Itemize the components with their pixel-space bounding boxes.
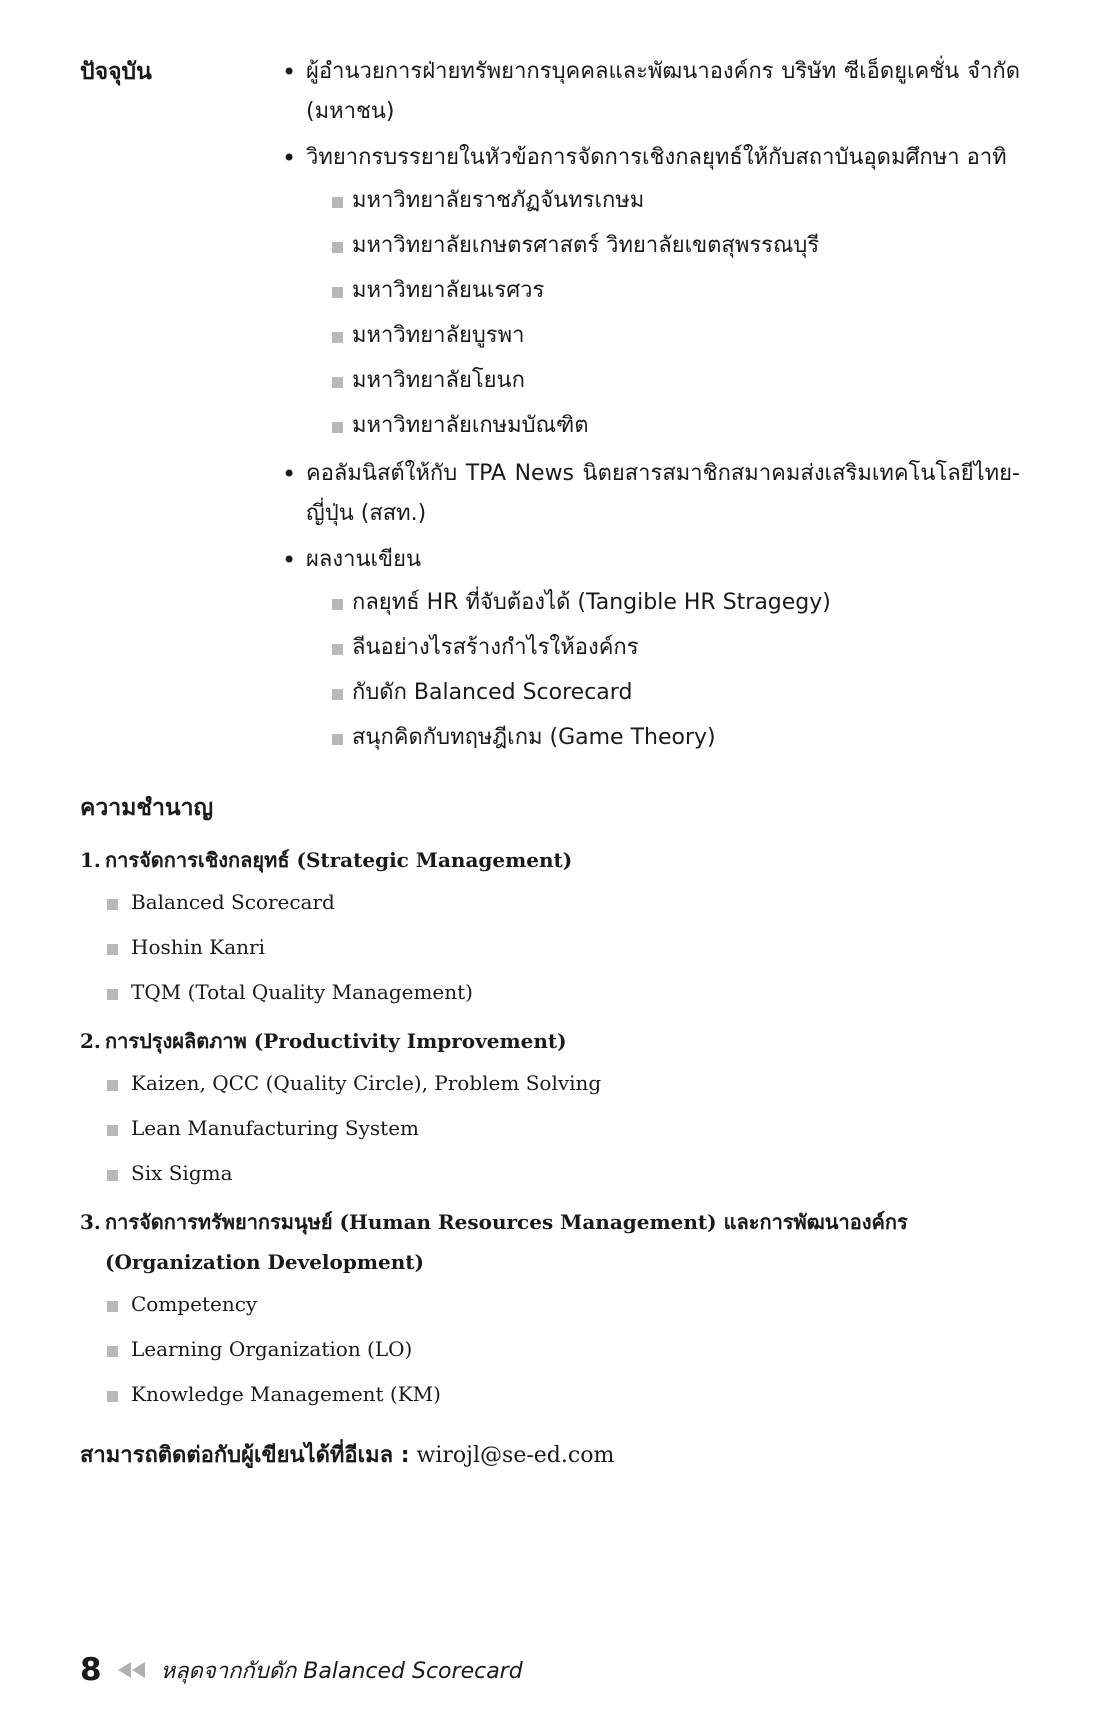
position-text: • ผู้อำนวยการฝ่ายทรัพยากรบุคคลและพัฒนาองค์กร บริษัท ซีเอ็ดยูเคชั่น จำกัด (มหาชน) bbox=[306, 59, 1020, 124]
list-item: Learning Organization (LO) bbox=[107, 1327, 1020, 1372]
list-item: Lean Manufacturing System bbox=[107, 1106, 1020, 1151]
list-item: Knowledge Management (KM) bbox=[107, 1372, 1020, 1417]
position-text: • คอลัมนิสต์ให้กับ TPA News นิตยสารสมาชิกสมาคมส่งเสริมเทคโนโลยีไทย-ญี่ปุ่น (สสท.) bbox=[306, 461, 1020, 526]
expertise-group bbox=[80, 1021, 1020, 1196]
expertise-number: 2. bbox=[80, 1029, 101, 1053]
list-item: มหาวิทยาลัยเกษมบัณฑิต bbox=[332, 403, 1020, 448]
list-item: TQM (Total Quality Management) bbox=[107, 970, 1020, 1015]
expertise-heading-text: การปรุงผลิตภาพ (Productivity Improvement) bbox=[105, 1029, 567, 1053]
expertise-title: ความชำนาญ bbox=[80, 795, 214, 821]
position-item bbox=[282, 540, 1020, 760]
expertise-heading-text: การจัดการเชิงกลยุทธ์ (Strategic Management) bbox=[105, 848, 573, 872]
expertise-heading bbox=[80, 1202, 1020, 1282]
list-item: Balanced Scorecard bbox=[107, 880, 1020, 925]
current-label: ปัจจุบัน bbox=[80, 59, 152, 85]
list-item: สนุกคิดกับทฤษฎีเกม (Game Theory) bbox=[332, 715, 1020, 760]
list-item: มหาวิทยาลัยนเรศวร bbox=[332, 268, 1020, 313]
list-item: มหาวิทยาลัยโยนก bbox=[332, 358, 1020, 403]
page-content bbox=[80, 52, 1020, 1472]
current-section bbox=[80, 52, 1020, 760]
list-item: มหาวิทยาลัยราชภัฏจันทรเกษม bbox=[332, 178, 1020, 223]
book-title: หลุดจากกับดัก Balanced Scorecard bbox=[160, 1658, 523, 1684]
list-item: Six Sigma bbox=[107, 1151, 1020, 1196]
expertise-group bbox=[80, 840, 1020, 1015]
expertise-heading bbox=[80, 840, 1020, 880]
works-list bbox=[306, 580, 1020, 760]
position-item bbox=[282, 138, 1020, 448]
current-positions bbox=[282, 52, 1020, 760]
university-list bbox=[306, 178, 1020, 448]
contact-line bbox=[80, 1437, 1020, 1472]
position-item bbox=[282, 454, 1020, 534]
contact-email: wirojl@se-ed.com bbox=[416, 1443, 615, 1468]
list-item: Hoshin Kanri bbox=[107, 925, 1020, 970]
contact-label: สามารถติดต่อกับผู้เขียนได้ที่อีเมล : bbox=[80, 1443, 410, 1468]
double-left-arrow-icon bbox=[118, 1662, 145, 1678]
expertise-heading-text: การจัดการทรัพยากรมนุษย์ (Human Resources Management) และการพัฒนาองค์กร (Organization Development) bbox=[105, 1210, 908, 1274]
position-text: • วิทยากรบรรยายในหัวข้อการจัดการเชิงกลยุทธ์ให้กับสถาบันอุดมศึกษา อาทิ bbox=[306, 145, 1007, 170]
page-number: 8 bbox=[80, 1652, 102, 1688]
expertise-number: 3. bbox=[80, 1210, 101, 1234]
list-item: Competency bbox=[107, 1282, 1020, 1327]
list-item: Kaizen, QCC (Quality Circle), Problem Solving bbox=[107, 1061, 1020, 1106]
list-item: กับดัก Balanced Scorecard bbox=[332, 670, 1020, 715]
list-item: ลีนอย่างไรสร้างกำไรให้องค์กร bbox=[332, 625, 1020, 670]
expertise-number: 1. bbox=[80, 848, 101, 872]
page-footer bbox=[80, 1652, 523, 1688]
list-item: มหาวิทยาลัยบูรพา bbox=[332, 313, 1020, 358]
position-item bbox=[282, 52, 1020, 132]
expertise-heading bbox=[80, 1021, 1020, 1061]
expertise-group bbox=[80, 1202, 1020, 1417]
list-item: กลยุทธ์ HR ที่จับต้องได้ (Tangible HR Stragegy) bbox=[332, 580, 1020, 625]
position-text: • ผลงานเขียน bbox=[306, 547, 421, 572]
list-item: มหาวิทยาลัยเกษตรศาสตร์ วิทยาลัยเขตสุพรรณบุรี bbox=[332, 223, 1020, 268]
